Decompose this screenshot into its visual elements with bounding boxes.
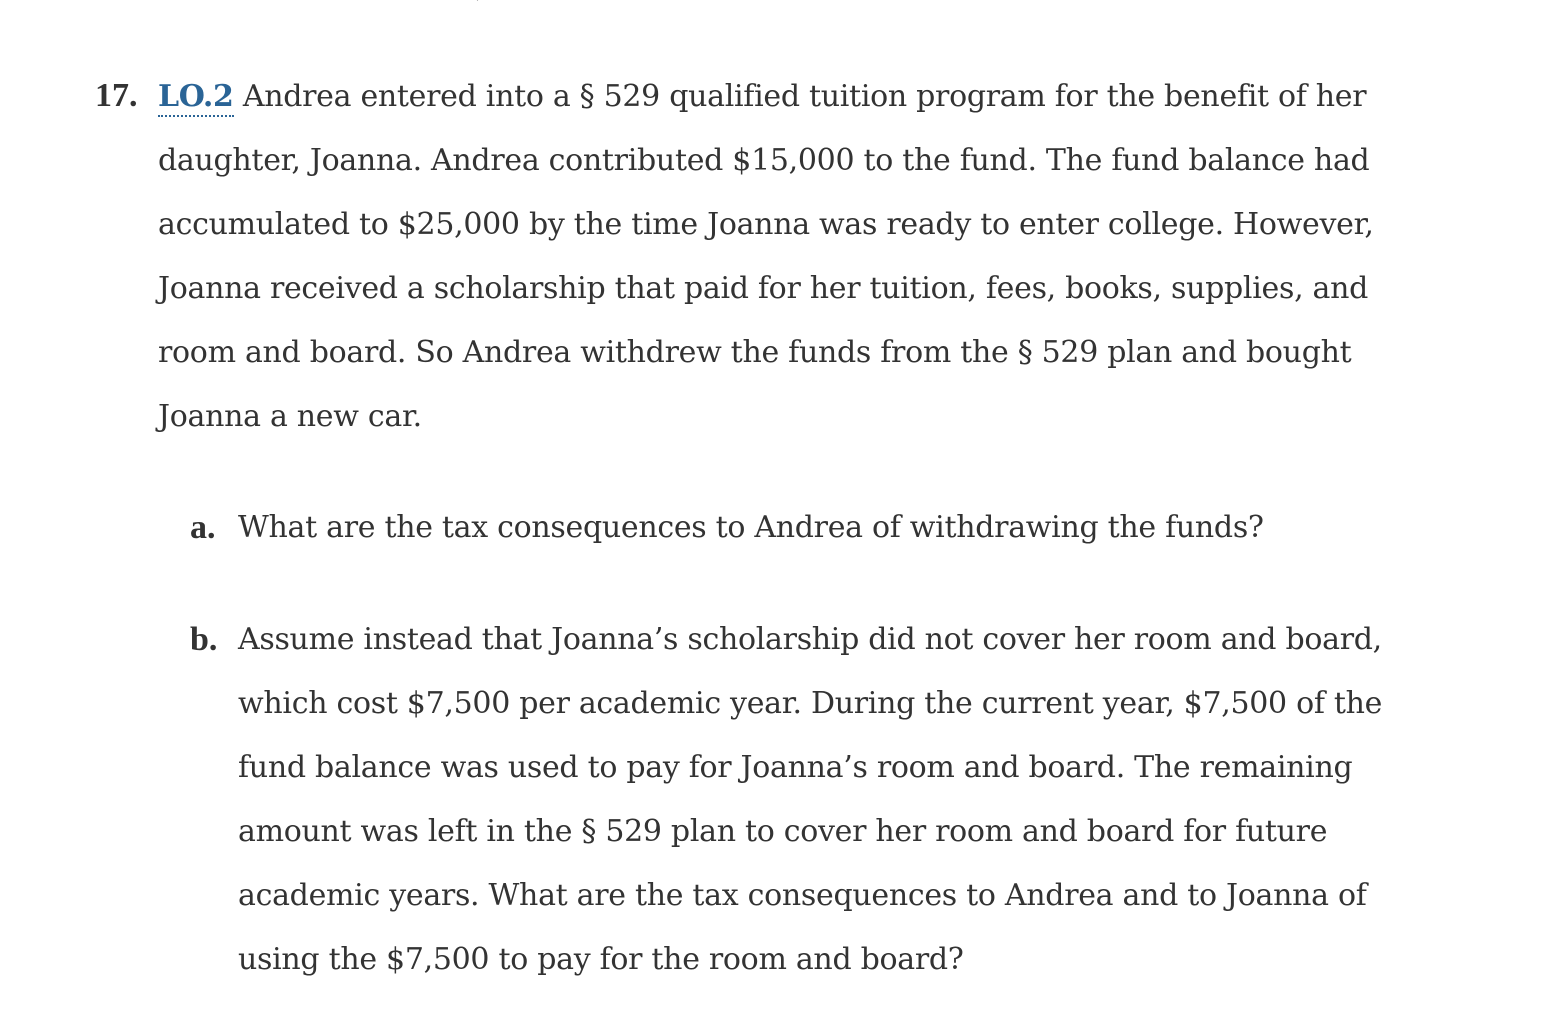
part-b-label: b. xyxy=(190,621,218,658)
problem-stem-text: Andrea entered into a § 529 qualified tuition program for the benefit of her daughter, Joanna. Andrea contributed $15,000 to the fund. The fund balance had accumulated to $25,000 by the time Joanna was ready to enter college. However, Joanna received a scholarship that paid for her tuition, fees, books, supplies, and room and board. So Andrea withdrew the funds from the § 529 plan and bought Joanna a new car. xyxy=(158,79,1374,434)
part-b-question: Assume instead that Joanna’s scholarship did not cover her room and board, which cost $7,500 per academic year. During the current year, $7,500 of the fund balance was used to pay for Joanna’s room and board. The remaining amount was left in the § 529 plan to cover her room and board for future academic years. What are the tax consequences to Andrea and to Joanna of using the $7,500 to pay for the room and board? xyxy=(238,622,1383,977)
part-a-question: What are the tax consequences to Andrea of withdrawing the funds? xyxy=(238,510,1264,545)
learning-objective-link[interactable]: LO.2 xyxy=(158,79,234,117)
part-a-label: a. xyxy=(190,509,216,546)
problem-stem xyxy=(158,65,1418,449)
problem-number: 17. xyxy=(95,77,138,114)
